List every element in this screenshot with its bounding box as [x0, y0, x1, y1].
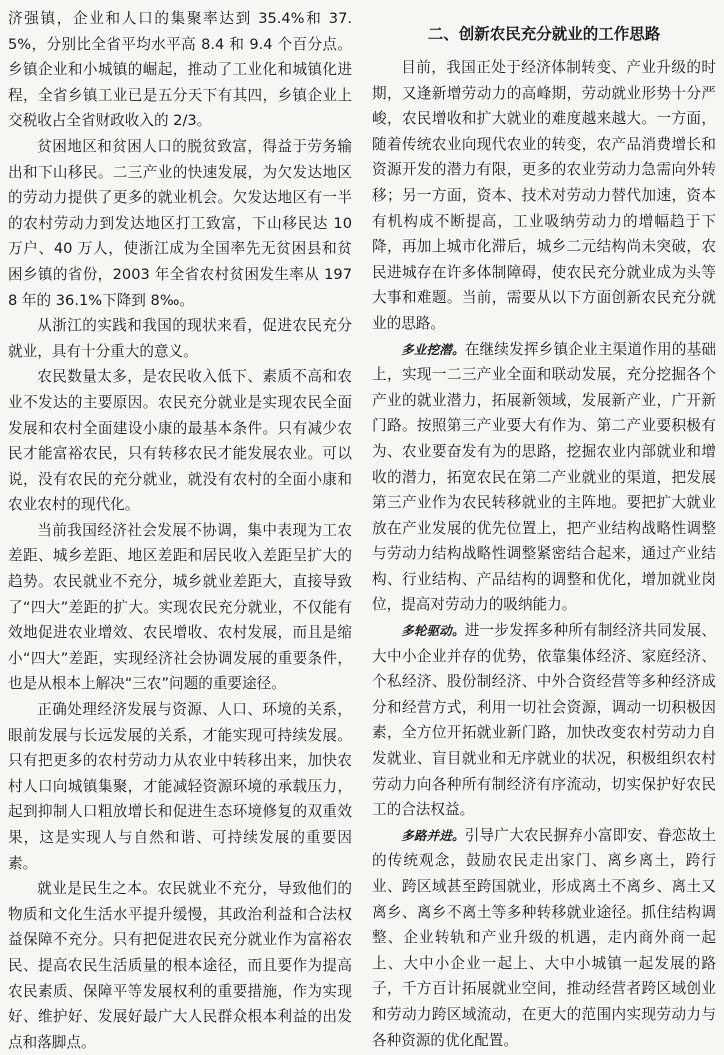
paragraph-imbalance: 当前我国经济社会发展不协调，集中表现为工农差距、城乡差距、地区差距和居民收入差距呈扩大的趋势。农民就业不充分，城乡就业差距大，直接导致了“四大”差距的扩大。实现农民充分就业，不仅能有效地促进农业增效、农民增收、农村发展，而且是缩小“四大”差距，实现经济社会协调发展的重要条件，也是从根本上解决“三农”问题的重要途径。 — [8, 521, 352, 693]
lead-phrase: 多业挖潜。 — [401, 341, 465, 357]
paragraph-poverty-relief: 贫困地区和贫困人口的脱贫致富，得益于劳务输出和下山移民。二三产业的快速发展，为欠发达地区的劳动力提供了更多的就业机会。欠发达地区有一半的农村劳动力到发达地区打工致富，下山移民达 10 万户、40 万人，使浙江成为全国率先无贫困县和贫困乡镇的省份，2003 年全省农村贫困发生率从 1978 年的 36.1%下降到 8‰。 — [8, 137, 352, 309]
paragraph-multi-drive — [372, 618, 716, 823]
paragraph-multi-industry — [372, 337, 716, 619]
paragraph-intro: 目前，我国正处于经济体制转变、产业升级的时期，又逢新增劳动力的高峰期，劳动就业形势十分严峻，农民增收和扩大就业的难度越来越大。一方面，随着传统农业向现代农业的转变，农产品消费增长和资源开发的潜力有限，更多的农业劳动力急需向外转移；另一方面，资本、技术对劳动力替代加速，资本有机构成不断提高，工业吸纳劳动力的增幅趋于下降，再加上城市化滞后，城乡二元结构尚未突破，农民进城存在许多体制障碍，使农民充分就业成为头等大事和难题。当前，需要从以下方面创新农民充分就业的思路。 — [372, 59, 716, 332]
paragraph-livelihood: 就业是民生之本。农民就业不充分，导致他们的物质和文化生活水平提升缓慢，其政治利益和合法权益保障不充分。只有把促进农民充分就业作为富裕农民、提高农民生活质量的根本途径，而且要作为提高农民素质、保障平等发展权利的重要措施，作为实现好、维护好、发展好最广大人民群众根本利益的出发点和落脚点。 — [8, 880, 352, 1051]
paragraph-continued: 济强镇，企业和人口的集聚率达到 35.4%和 37.5%，分别比全省平均水平高 8.4 和 9.4 个百分点。乡镇企业和小城镇的崛起，推动了工业化和城镇化进程，全省乡镇工业已是五分天下有其四，乡镇企业上交税收占全省财政收入的 2/3。 — [8, 10, 352, 130]
paragraph-body: 在继续发挥乡镇企业主渠道作用的基础上，实现一二三产业全面和联动发展，充分挖掘各个产业的就业潜力，拓展新领域，发展新产业，广开新门路。按照第三产业要大有作为、第二产业要积极有为、农业要奋发有为的思路，挖掘农业内部就业和增收的潜力，拓宽农民在第二产业就业的渠道，把发展第三产业作为农民转移就业的主阵地。要把扩大就业放在产业发展的优先位置上，把产业结构战略性调整与劳动力结构战略性调整紧密结合起来，通过产业结构、行业结构、产品结构的调整和优化，增加就业岗位，提高对劳动力的吸纳能力。 — [372, 340, 716, 614]
right-column — [372, 6, 716, 1053]
paragraph-farmer-numbers: 农民数量太多，是农民收入低下、素质不高和农业不发达的主要原因。农民充分就业是实现农民全面发展和农村全面建设小康的最基本条件。只有减少农民才能富裕农民，只有转移农民才能发展农业。可以说，没有农民的充分就业，就没有农村的全面小康和农业农村的现代化。 — [8, 368, 352, 514]
section-heading: 二、创新农民充分就业的工作思路 — [427, 25, 661, 43]
paragraph-body: 进一步发挥多种所有制经济共同发展、大中小企业并存的优势，依靠集体经济、家庭经济、个私经济、股份制经济、中外合资经营等多种经济成分和经营方式，利用一切社会资源，调动一切积极因素，全方位开拓就业新门路，加快改变农村劳动力自发就业、盲目就业和无序就业的状况，积极组织农村劳动力向各种所有制经济有序流动，切实保护好农民工的合法权益。 — [372, 622, 716, 819]
lead-phrase: 多路并进。 — [401, 827, 465, 843]
paragraph-significance: 从浙江的实践和我国的现状来看，促进农民充分就业，具有十分重大的意义。 — [8, 317, 352, 360]
paragraph-sustainability: 正确处理经济发展与资源、人口、环境的关系，眼前发展与长远发展的关系，才能实现可持续发展。只有把更多的农村劳动力从农业中转移出来，加快农村人口向城镇集聚，才能减轻资源环境的承载压力，起到抑制人口粗放增长和促进生态环境修复的双重效果，这是实现人与自然和谐、可持续发展的重要因素。 — [8, 701, 352, 872]
paragraph-multi-path — [372, 823, 716, 1053]
paragraph-body: 引导广大农民摒弃小富即安、眷恋故土的传统观念，鼓励农民走出家门、离乡离土，跨行业、跨区域甚至跨国就业，形成离土不离乡、离土又离乡、离乡不离土等多种转移就业途径。抓住结构调整、企业转轨和产业升级的机遇，走内商外商一起上、大中小企业一起上、大中小城镇一起发展的路子，千方百计拓展就业空间，推动经营者跨区域创业和劳动力跨区域流动，在更大的范围内实现劳动力与各种资源的优化配置。 — [372, 826, 716, 1049]
lead-phrase: 多轮驱动。 — [401, 623, 465, 639]
left-column — [8, 6, 352, 1055]
